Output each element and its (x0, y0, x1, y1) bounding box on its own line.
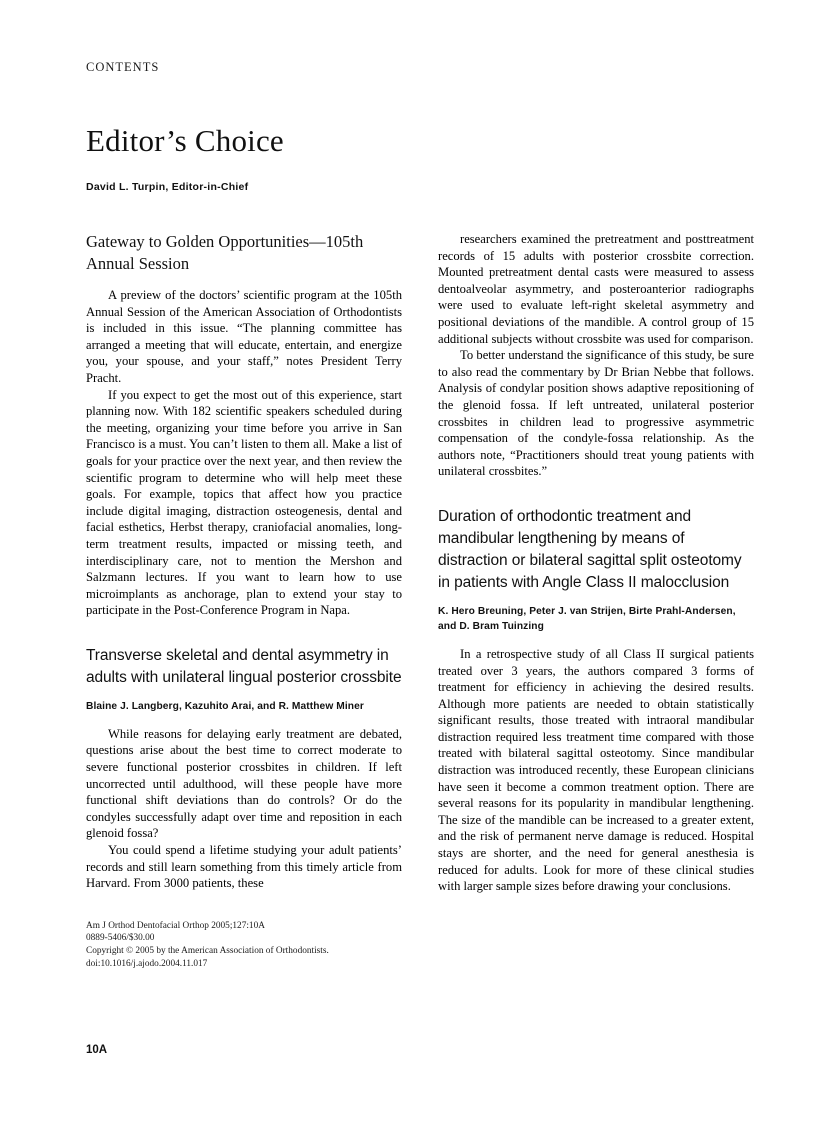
footnote-citation: Am J Orthod Dentofacial Orthop 2005;127:10A (86, 920, 265, 931)
page-title: Editor’s Choice (86, 123, 284, 158)
contents-label: CONTENTS (86, 60, 160, 74)
article-paragraph: You could spend a lifetime studying your adult patients’ records and still learn something from this timely article from Harvard. From 3000 patients, these (86, 843, 402, 891)
article-paragraph: In a retrospective study of all Class II surgical patients treated over 3 years, the authors compared 3 forms of treatment for efficiency in achieving the desired results. Although more patients are needed to obtain statistically significant results, those treated with intraoral mandibular distraction required less treatment time compared with those treated with bilateral sagittal osteotomy. Since mandibular distraction was introduced recently, these European clinicians have seen it become a common treatment option. There are several reasons for its popularity in mandibular lengthening. The size of the mandible can be increased to a greater extent, and the risk of permanent nerve damage is reduced. Hospital stays are shorter, and the need for general anesthesia is reduced for adults. Look for more of these clinical studies with larger sample sizes before drawing your conclusions. (438, 646, 754, 894)
section-divider (86, 619, 402, 645)
footnote-block (86, 920, 402, 970)
page-content (86, 60, 754, 970)
article-title-duration: Duration of orthodontic treatment and mandibular lengthening by means of distraction or bilateral sagittal split osteotomy in patients with Angle Class II malocclusion (438, 507, 742, 591)
article-paragraph: researchers examined the pretreatment and posttreatment records of 15 adults with posterior crossbite correction. Mounted pretreatment dental casts were measured to assess dentoalveolar asymmetry, and posteroanterior radiographs were used to evaluate left-right skeletal asymmetry and positional deviations of the mandible. A control group of 15 additional subjects without crossbite was used for comparison. (438, 232, 754, 346)
page-folio: 10A (86, 1044, 108, 1056)
section-divider (438, 480, 754, 506)
article-paragraph: While reasons for delaying early treatment are debated, questions arise about the best time to correct moderate to severe functional posterior crossbites in children. If left uncorrected until adulthood, will these people have more functional shift deviations than do controls? Or do the condyles successfully adapt over time and reposition in each glenoid fossa? (86, 726, 402, 841)
footnote-issn: 0889-5406/$30.00 (86, 933, 155, 944)
article-title-gateway: Gateway to Golden Opportunities—105th Annual Session (86, 232, 364, 273)
article-paragraph: To better understand the significance of this study, be sure to also read the commentary by Dr Brian Nebbe that follows. Analysis of condylar position shows adaptive repositioning of the glenoid fossa. If left untreated, unilateral posterior crossbites in children lead to progressive asymmetric compensation of the condyle-fossa relationship. As the authors note, “Practitioners should treat young patients with unilateral crossbites.” (438, 348, 754, 479)
right-column (438, 231, 754, 970)
article-paragraph: If you expect to get the most out of this experience, start planning now. With 182 scientific speakers scheduled during the meeting, organizing your time before you arrive in San Francisco is a must. You can’t listen to them all. Make a list of goals for your practice over the next year, and then review the scientific program to determine who will help meet these goals. For example, topics that affect how you practice include digital imaging, distraction osteogenesis, dental and facial esthetics, Herbst therapy, craniofacial anomalies, long-term treatment results, impacted or missing teeth, and interdisciplinary care, not to mention the Mershon and Salzmann lectures. If you want to learn how to use microimplants as anchorage, plan to extend your stay to participate in the Post-Conference Program in Napa. (86, 387, 402, 618)
left-column (86, 231, 402, 970)
article-title-transverse: Transverse skeletal and dental asymmetry in adults with unilateral lingual posterior crossbite (86, 646, 402, 686)
footnote-doi: doi:10.1016/j.ajodo.2004.11.017 (86, 958, 208, 969)
article-authors: K. Hero Breuning, Peter J. van Strijen, Birte Prahl-Andersen, and D. Bram Tuinzing (438, 605, 736, 632)
footnote-copyright: Copyright © 2005 by the American Association of Orthodontists. (86, 946, 329, 956)
editor-byline: David L. Turpin, Editor-in-Chief (86, 181, 249, 193)
two-column-layout (86, 231, 754, 970)
article-paragraph: A preview of the doctors’ scientific program at the 105th Annual Session of the American Association of Orthodontists is included in this issue. “The planning committee has arranged a meeting that will educate, entertain, and energize you, your spouse, and your staff,” notes President Terry Pracht. (86, 288, 402, 385)
article-authors: Blaine J. Langberg, Kazuhito Arai, and R. Matthew Miner (86, 700, 364, 712)
